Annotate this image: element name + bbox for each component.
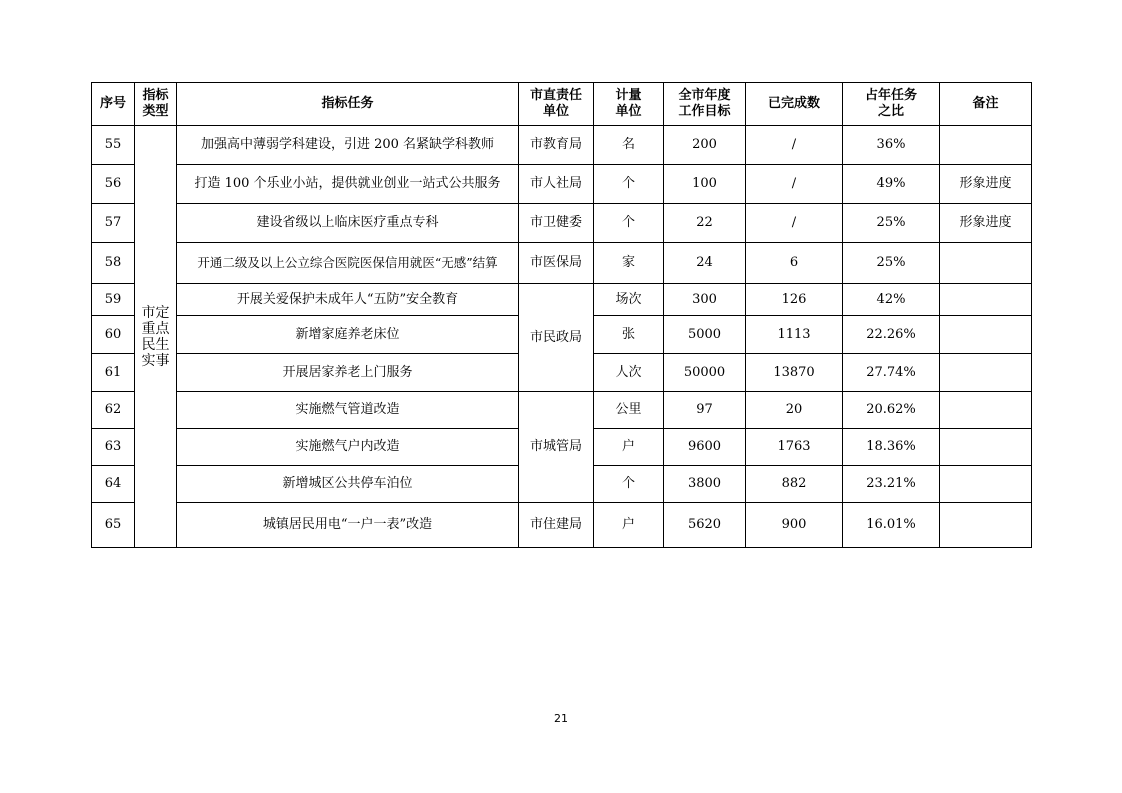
cell-done: 882 — [746, 466, 843, 503]
cell-ratio: 27.74% — [843, 354, 940, 392]
cell-ratio: 22.26% — [843, 316, 940, 354]
cell-unit: 个 — [594, 466, 664, 503]
cell-done: 900 — [746, 503, 843, 548]
cell-target: 22 — [664, 204, 746, 243]
cell-task: 实施燃气管道改造 — [177, 392, 519, 429]
header-task: 指标任务 — [177, 83, 519, 126]
cell-unit: 户 — [594, 503, 664, 548]
cell-note: 形象进度 — [940, 165, 1032, 204]
cell-seq: 63 — [92, 429, 135, 466]
category-cell — [135, 126, 177, 548]
cell-dept: 市人社局 — [519, 165, 594, 204]
cell-task: 建设省级以上临床医疗重点专科 — [177, 204, 519, 243]
cell-note — [940, 354, 1032, 392]
table-row — [92, 126, 1032, 165]
cell-dept: 市城管局 — [519, 392, 594, 503]
cell-ratio: 49% — [843, 165, 940, 204]
cell-seq: 55 — [92, 126, 135, 165]
page-number: 21 — [554, 712, 568, 725]
cell-seq: 56 — [92, 165, 135, 204]
cell-unit: 人次 — [594, 354, 664, 392]
cell-seq: 65 — [92, 503, 135, 548]
header-seq: 序号 — [92, 83, 135, 126]
cell-target: 3800 — [664, 466, 746, 503]
cell-done: / — [746, 126, 843, 165]
cell-unit: 个 — [594, 204, 664, 243]
cell-unit: 个 — [594, 165, 664, 204]
cell-task: 打造 100 个乐业小站，提供就业创业一站式公共服务 — [177, 165, 519, 204]
cell-note: 形象进度 — [940, 204, 1032, 243]
cell-unit: 张 — [594, 316, 664, 354]
cell-ratio: 36% — [843, 126, 940, 165]
cell-done: 1763 — [746, 429, 843, 466]
indicator-table — [91, 82, 1032, 548]
cell-seq: 60 — [92, 316, 135, 354]
cell-unit: 家 — [594, 243, 664, 284]
cell-task: 开展关爱保护未成年人“五防”安全教育 — [177, 284, 519, 316]
cell-note — [940, 466, 1032, 503]
cell-done: / — [746, 165, 843, 204]
cell-dept: 市教育局 — [519, 126, 594, 165]
cell-task: 城镇居民用电“一户一表”改造 — [177, 503, 519, 548]
cell-target: 100 — [664, 165, 746, 204]
cell-ratio: 20.62% — [843, 392, 940, 429]
table-row — [92, 392, 1032, 429]
cell-unit: 公里 — [594, 392, 664, 429]
cell-target: 300 — [664, 284, 746, 316]
cell-note — [940, 126, 1032, 165]
table-row — [92, 165, 1032, 204]
header-dept: 市直责任单位 — [519, 83, 594, 126]
cell-target: 24 — [664, 243, 746, 284]
cell-unit: 名 — [594, 126, 664, 165]
cell-seq: 58 — [92, 243, 135, 284]
cell-done: 126 — [746, 284, 843, 316]
cell-task: 开通二级及以上公立综合医院医保信用就医“无感”结算 — [177, 243, 519, 284]
cell-note — [940, 284, 1032, 316]
header-ratio: 占年任务之比 — [843, 83, 940, 126]
header-row — [92, 83, 1032, 126]
cell-note — [940, 503, 1032, 548]
table-row — [92, 243, 1032, 284]
cell-task: 实施燃气户内改造 — [177, 429, 519, 466]
header-unit: 计量单位 — [594, 83, 664, 126]
cell-done: 20 — [746, 392, 843, 429]
cell-target: 9600 — [664, 429, 746, 466]
cell-done: / — [746, 204, 843, 243]
cell-ratio: 18.36% — [843, 429, 940, 466]
cell-target: 200 — [664, 126, 746, 165]
cell-task: 新增家庭养老床位 — [177, 316, 519, 354]
cell-dept: 市住建局 — [519, 503, 594, 548]
cell-done: 1113 — [746, 316, 843, 354]
cell-target: 5620 — [664, 503, 746, 548]
header-done: 已完成数 — [746, 83, 843, 126]
cell-note — [940, 316, 1032, 354]
header-target: 全市年度工作目标 — [664, 83, 746, 126]
cell-ratio: 23.21% — [843, 466, 940, 503]
cell-dept: 市医保局 — [519, 243, 594, 284]
cell-ratio: 25% — [843, 204, 940, 243]
cell-unit: 户 — [594, 429, 664, 466]
cell-seq: 62 — [92, 392, 135, 429]
cell-ratio: 16.01% — [843, 503, 940, 548]
category-label: 市定重点民生实事 — [141, 304, 170, 369]
cell-note — [940, 392, 1032, 429]
table-row — [92, 284, 1032, 316]
cell-seq: 59 — [92, 284, 135, 316]
cell-seq: 61 — [92, 354, 135, 392]
table-row — [92, 204, 1032, 243]
header-note: 备注 — [940, 83, 1032, 126]
table-row — [92, 503, 1032, 548]
cell-note — [940, 243, 1032, 284]
cell-ratio: 25% — [843, 243, 940, 284]
cell-ratio: 42% — [843, 284, 940, 316]
cell-target: 5000 — [664, 316, 746, 354]
cell-done: 13870 — [746, 354, 843, 392]
cell-task: 新增城区公共停车泊位 — [177, 466, 519, 503]
header-type: 指标类型 — [135, 83, 177, 126]
cell-dept: 市卫健委 — [519, 204, 594, 243]
cell-task: 加强高中薄弱学科建设，引进 200 名紧缺学科教师 — [177, 126, 519, 165]
cell-seq: 57 — [92, 204, 135, 243]
cell-target: 97 — [664, 392, 746, 429]
cell-task: 开展居家养老上门服务 — [177, 354, 519, 392]
cell-unit: 场次 — [594, 284, 664, 316]
cell-done: 6 — [746, 243, 843, 284]
cell-note — [940, 429, 1032, 466]
cell-seq: 64 — [92, 466, 135, 503]
cell-dept: 市民政局 — [519, 284, 594, 392]
cell-target: 50000 — [664, 354, 746, 392]
